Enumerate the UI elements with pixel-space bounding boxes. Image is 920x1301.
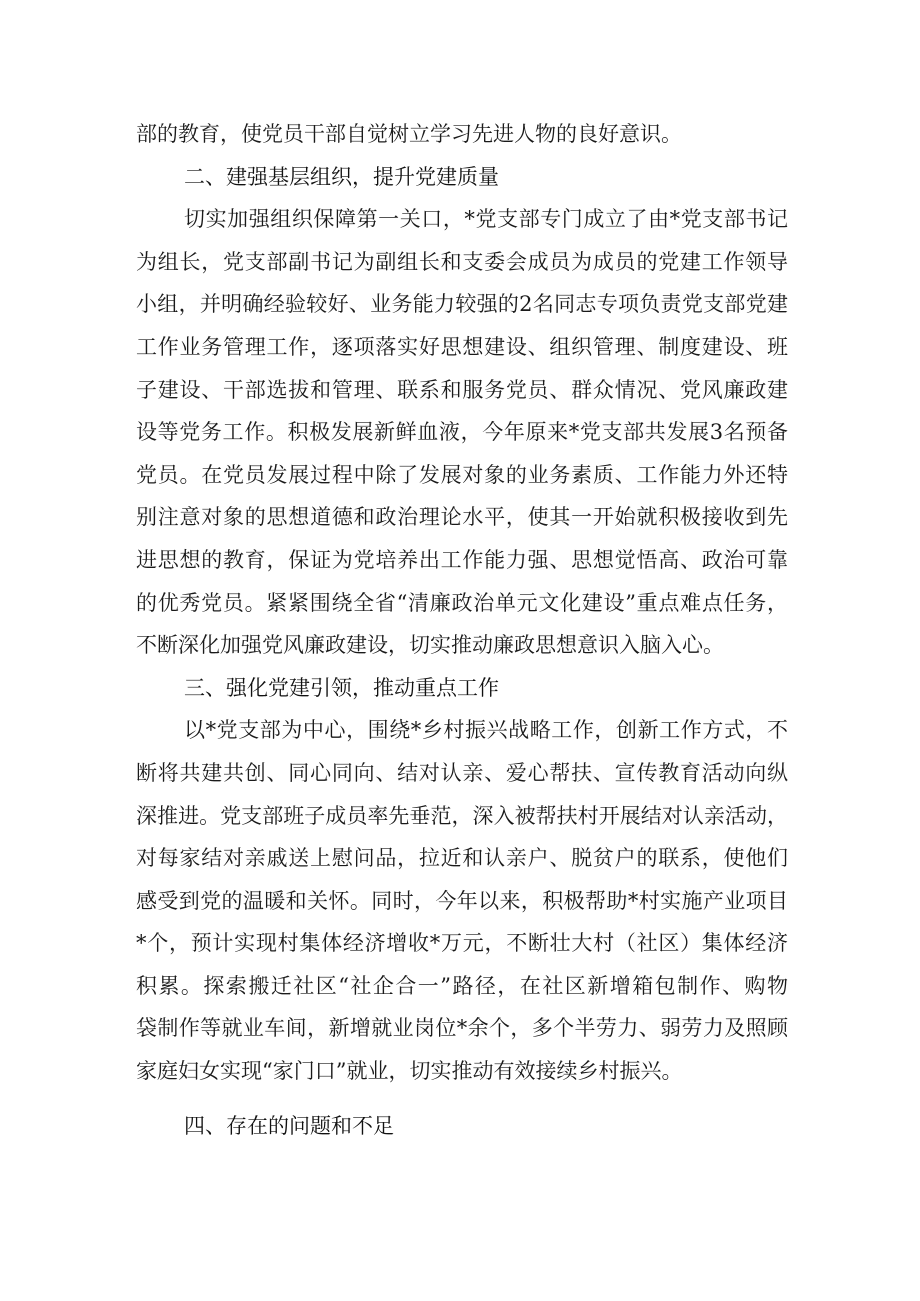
paragraph-line: 工作业务管理工作，逐项落实好思想建设、组织管理、制度建设、班 xyxy=(136,334,788,359)
paragraph-line: 袋制作等就业车间，新增就业岗位*余个，多个半劳力、弱劳力及照顾 xyxy=(136,1016,788,1041)
document-body xyxy=(136,113,788,1147)
paragraph-line: 家庭妇女实现“家门口”就业，切实推动有效接续乡村振兴。 xyxy=(136,1059,683,1084)
paragraph-line: 切实加强组织保障第一关口，*党支部专门成立了由*党支部书记 xyxy=(184,207,788,232)
paragraph-line: 党员。在党员发展过程中除了发展对象的业务素质、工作能力外还特 xyxy=(136,462,788,487)
paragraph-line: 别注意对象的思想道德和政治理论水平，使其一开始就积极接收到先 xyxy=(136,505,788,530)
section-2-paragraph xyxy=(136,198,788,667)
section-3-paragraph xyxy=(136,709,788,1092)
paragraph-line: 部的教育，使党员干部自觉树立学习先进人物的良好意识。 xyxy=(136,122,682,146)
paragraph-line: 以*党支部为中心，围绕*乡村振兴战略工作，创新工作方式，不 xyxy=(184,718,788,743)
paragraph-line: 设等党务工作。积极发展新鲜血液，今年原来*党支部共发展3名预备 xyxy=(136,420,788,445)
paragraph-line: 的优秀党员。紧紧围绕全省“清廉政治单元文化建设”重点难点任务， xyxy=(136,590,788,615)
section-heading-4: 四、存在的问题和不足 xyxy=(184,1113,394,1138)
section-heading-2: 二、建强基层组织，提升党建质量 xyxy=(184,164,499,189)
paragraph-line: 感受到党的温暖和关怀。同时，今年以来，积极帮助*村实施产业项目 xyxy=(136,888,788,913)
paragraph-line: *个，预计实现村集体经济增收*万元，不断壮大村（社区）集体经济 xyxy=(136,931,788,956)
paragraph-line: 不断深化加强党风廉政建设，切实推动廉政思想意识入脑入心。 xyxy=(136,633,724,658)
paragraph-line: 进思想的教育，保证为党培养出工作能力强、思想觉悟高、政治可靠 xyxy=(136,547,788,572)
paragraph-line: 对每家结对亲戚送上慰问品，拉近和认亲户、脱贫户的联系，使他们 xyxy=(136,846,788,871)
paragraph-line: 为组长，党支部副书记为副组长和支委会成员为成员的党建工作领导 xyxy=(136,249,788,274)
paragraph-line: 子建设、干部选拔和管理、联系和服务党员、群众情况、党风廉政建 xyxy=(136,377,788,402)
paragraph-line: 小组，并明确经验较好、业务能力较强的2名同志专项负责党支部党建 xyxy=(136,292,788,317)
paragraph-line: 积累。探索搬迁社区“社企合一”路径，在社区新增箱包制作、购物 xyxy=(136,973,788,998)
paragraph-line: 深推进。党支部班子成员率先垂范，深入被帮扶村开展结对认亲活动， xyxy=(136,803,788,828)
paragraph-line: 断将共建共创、同心同向、结对认亲、爱心帮扶、宣传教育活动向纵 xyxy=(136,760,788,785)
section-heading-3: 三、强化党建引领，推动重点工作 xyxy=(184,675,499,700)
